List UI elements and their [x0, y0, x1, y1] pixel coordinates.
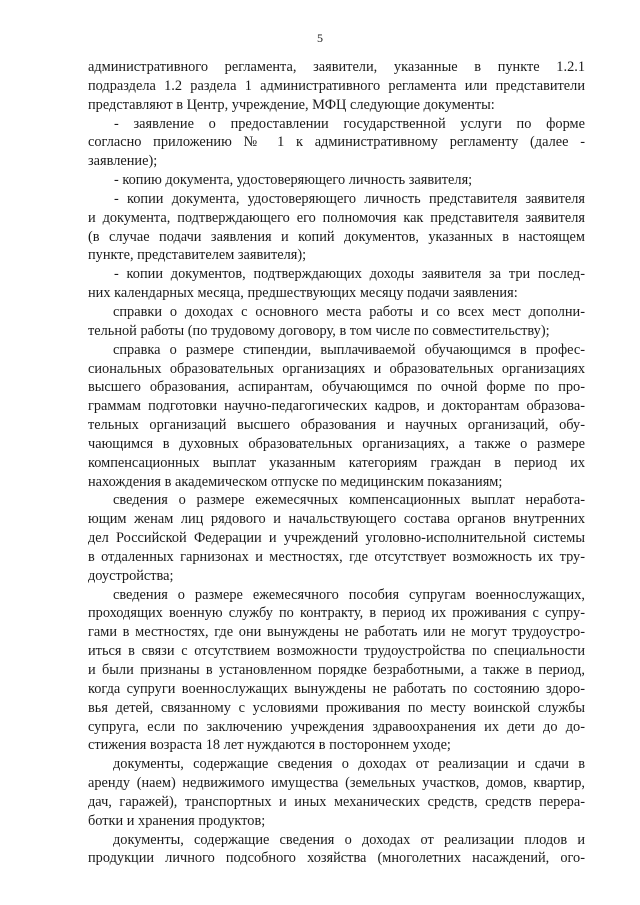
text-line: ботки и хранения продуктов;	[88, 812, 266, 829]
text-line: согласно приложению № 1 к административному регламенту (далее -	[88, 134, 585, 151]
text-line: тельной работы (по трудовому договору, в том числе по совместительству);	[88, 322, 550, 339]
text-line: аренду (наем) недвижимого имущества (земельных участков, домов, квартир,	[88, 775, 585, 792]
text-line: (в случае подачи заявления и копий документов, указанных в настоящем	[88, 228, 585, 245]
body-text	[88, 58, 585, 868]
text-line: тельных организаций высшего образования и научных организаций, обу-	[88, 417, 585, 434]
text-line: иться в связи с отсутствием возможности трудоустройства по специальности	[88, 643, 585, 660]
text-line: проходящих военную службу по контракту, в период их проживания с супру-	[88, 605, 585, 622]
text-line: сведения о размере ежемесячных компенсационных выплат неработа-	[113, 492, 585, 509]
text-line: дел Российской Федерации и учреждений уголовно-исполнительной системы	[88, 530, 585, 547]
text-line: граммам подготовки научно-педагогических кадров, и докторантам образова-	[88, 398, 585, 415]
text-line: высшего образования, аспирантам, обучающимся по очной форме по про-	[88, 379, 585, 396]
text-line: документы, содержащие сведения о доходах от реализации и сдачи в	[113, 756, 585, 773]
text-line: сведения о размере ежемесячного пособия супругам военнослужащих,	[113, 586, 585, 603]
text-line: справки о доходах с основного места работы и со всех мест дополни-	[113, 303, 585, 320]
page-number: 5	[317, 31, 323, 45]
text-line: стижения возраста 18 лет нуждаются в постороннем уходе;	[88, 737, 451, 754]
text-line: гами в местностях, где они вынуждены не работать или не могут трудоустро-	[88, 624, 585, 641]
text-line: компенсационных выплат указанным категориям граждан в период их	[88, 454, 585, 471]
text-line: - копии документа, удостоверяющего личность представителя заявителя	[114, 190, 585, 207]
text-line: административного регламента, заявители, указанные в пункте 1.2.1	[88, 59, 585, 75]
text-line: подраздела 1.2 раздела 1 административного регламента или представители	[88, 77, 585, 94]
text-line: документы, содержащие сведения о доходах от реализации плодов и	[113, 831, 585, 848]
text-line: супруга, если по заключению учреждения здравоохранения их дети до до-	[88, 718, 585, 735]
text-line: - копии документов, подтверждающих доходы заявителя за три послед-	[114, 266, 585, 283]
text-line: нахождения в академическом отпуске по медицинским показаниям;	[88, 473, 503, 490]
text-line: и документа, подтверждающего его полномочия как представителя заявителя	[88, 209, 585, 226]
text-line: пункте, представителем заявителя);	[88, 247, 307, 264]
text-line: вья детей, связанному с условиями проживания по месту воинской службы	[88, 699, 585, 716]
text-line: и были признаны в установленном порядке безработными, а также в период,	[88, 662, 585, 678]
text-line: ющим женам лиц рядового и начальствующего состава органов внутренних	[88, 511, 585, 528]
text-line: них календарных месяца, предшествующих месяцу подачи заявления:	[88, 285, 518, 302]
text-line: когда супруги военнослужащих вынуждены не работать по состоянию здоро-	[88, 680, 585, 697]
text-line: чающимся в духовных образовательных организациях, а также о размере	[88, 435, 585, 452]
text-line: справка о размере стипендии, выплачиваемой обучающимся в профес-	[113, 341, 585, 358]
text-line: - заявление о предоставлении государственной услуги по форме	[114, 115, 585, 132]
text-line: в отдаленных гарнизонах и местностях, где отсутствует возможность их тру-	[88, 548, 585, 565]
text-line: доустройства;	[88, 567, 174, 584]
text-line: - копию документа, удостоверяющего личность заявителя;	[114, 172, 473, 189]
text-line: продукции личного подсобного хозяйства (многолетних насаждений, ого-	[88, 850, 585, 867]
text-line: представляют в Центр, учреждение, МФЦ следующие документы:	[88, 96, 495, 113]
text-line: дач, гаражей), транспортных и иных механических средств, средств перера-	[88, 793, 585, 810]
text-line: сиональных образовательных организациях и образовательных организациях	[88, 360, 585, 377]
text-line: заявление);	[88, 153, 158, 170]
